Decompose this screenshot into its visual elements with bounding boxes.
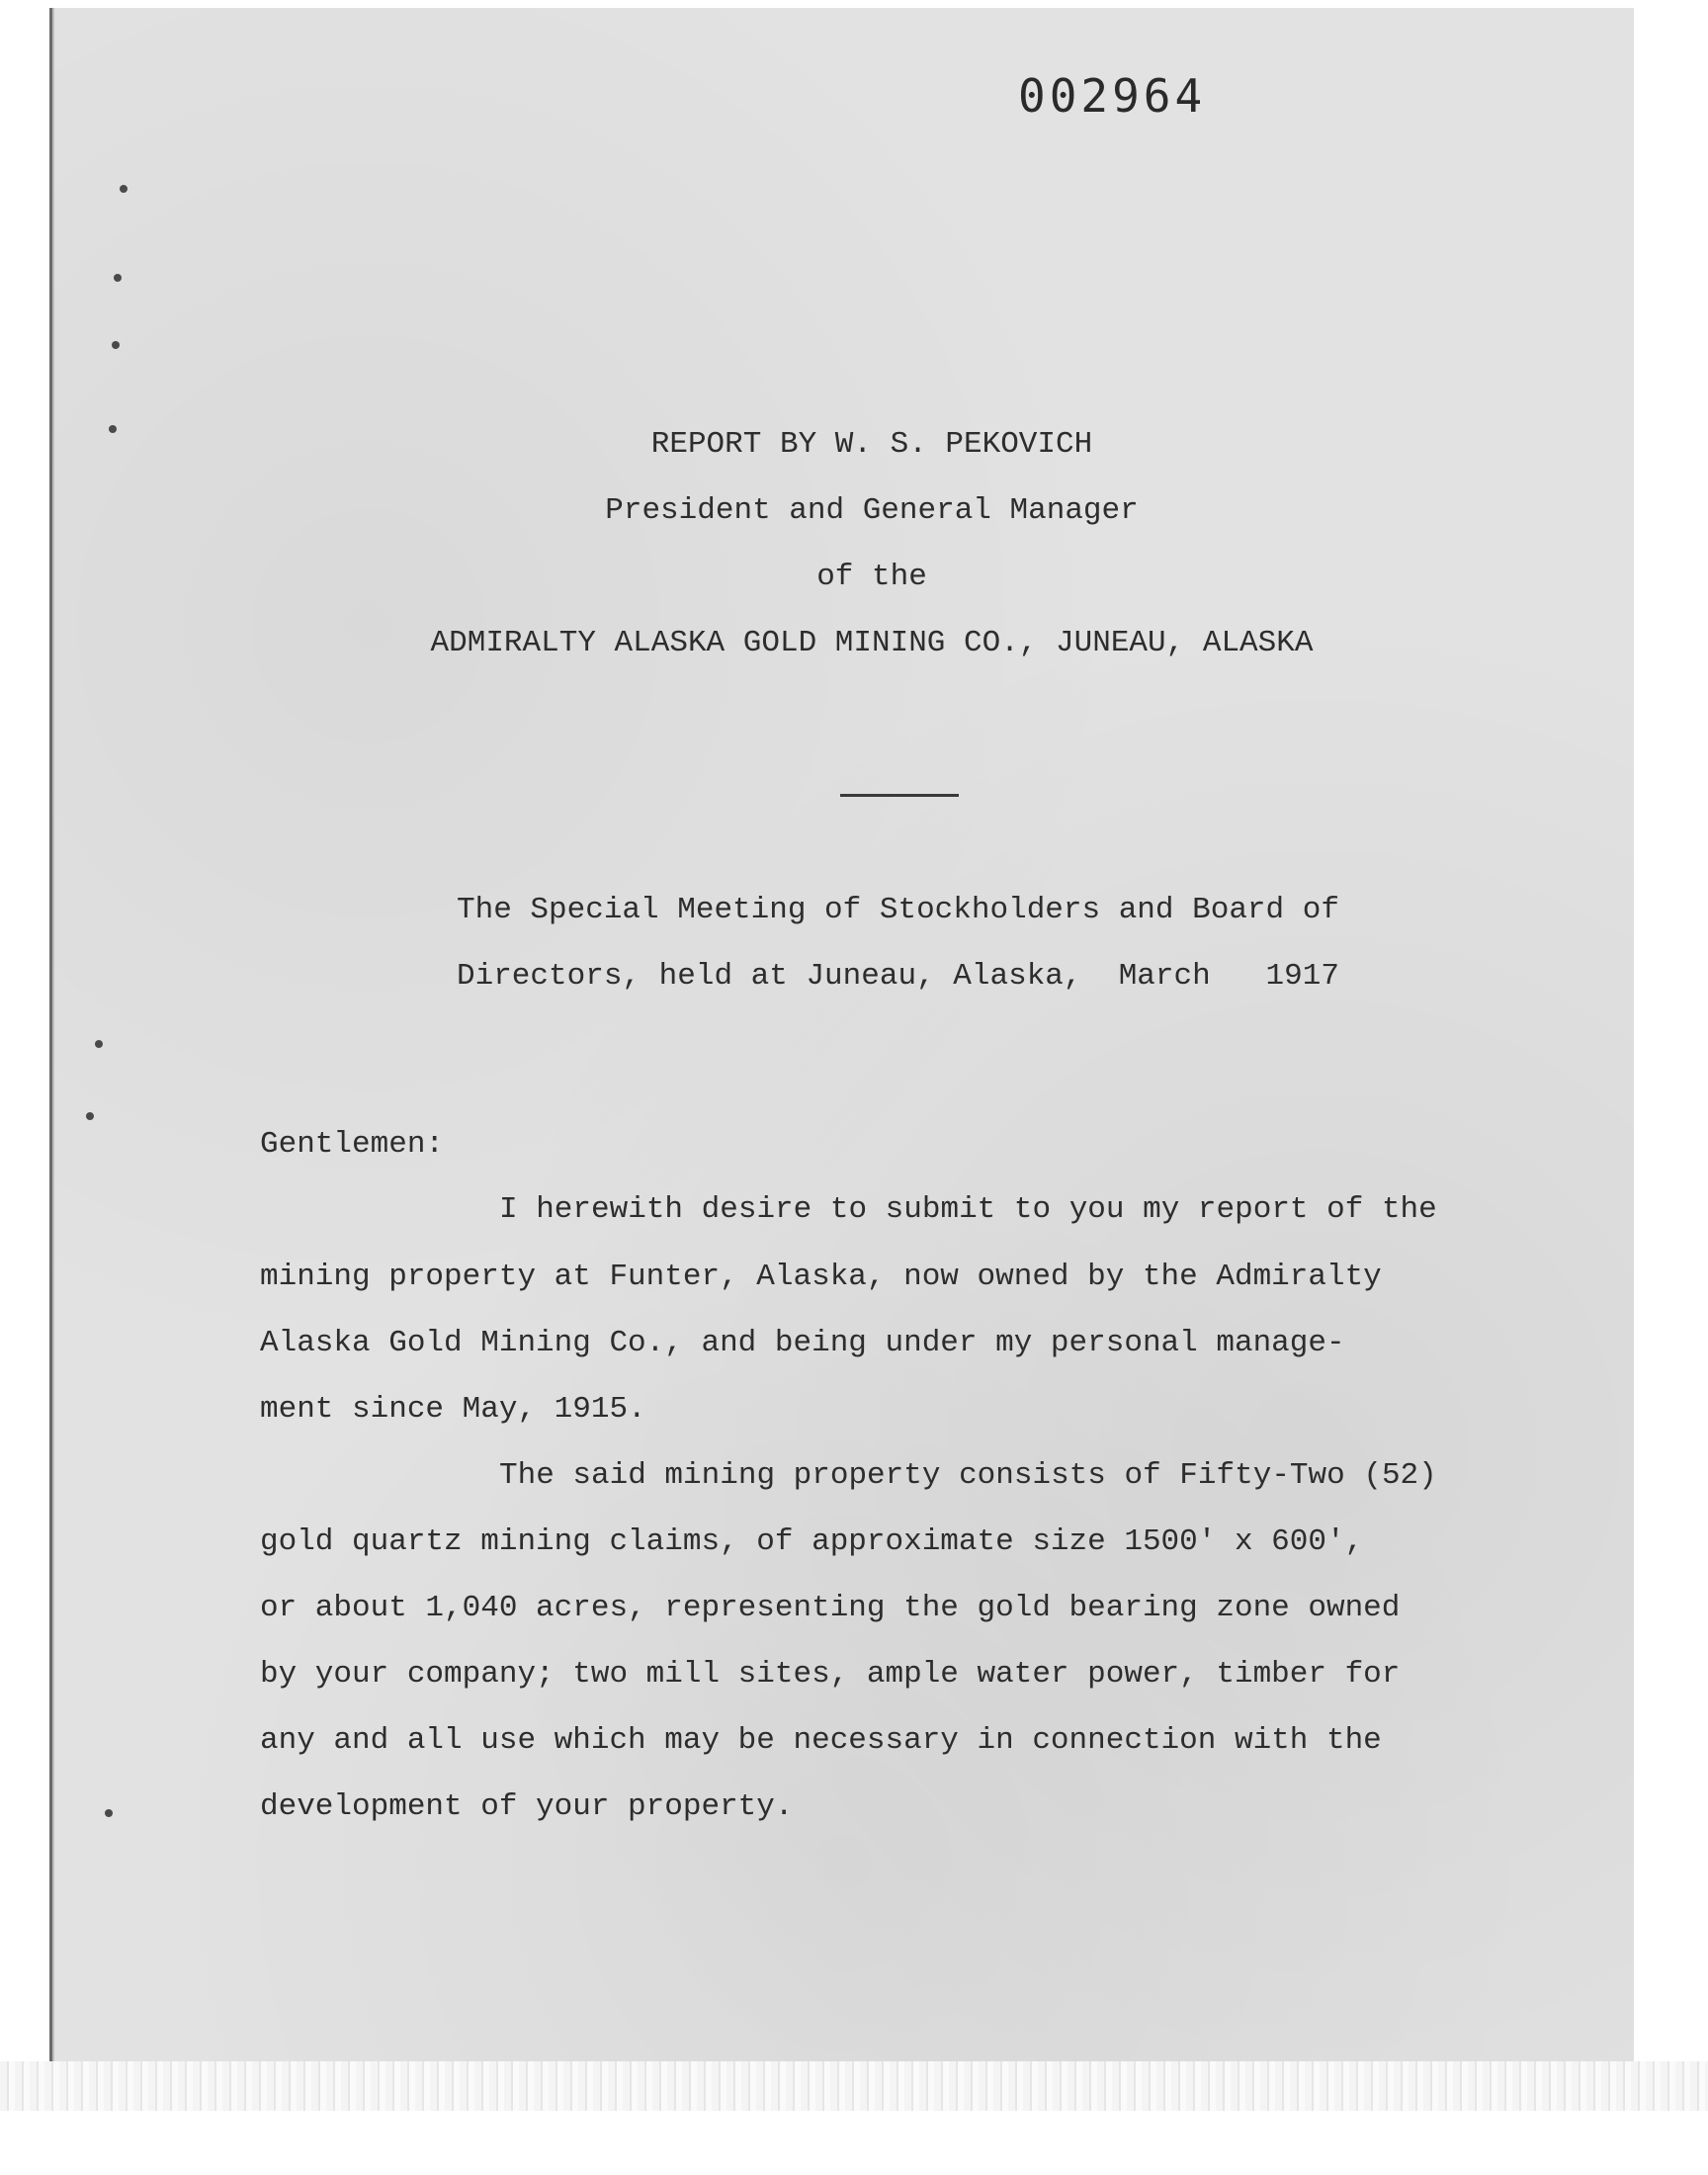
paragraph-2-line: The said mining property consists of Fifty-Two (52) (499, 1458, 1437, 1493)
meeting-line-2: Directors, held at Juneau, Alaska, March 1917 (457, 959, 1339, 994)
paragraph-2-line: development of your property. (260, 1789, 794, 1824)
report-heading-connector: of the (816, 560, 927, 594)
paragraph-1-line: Alaska Gold Mining Co., and being under my personal manage- (260, 1326, 1345, 1360)
meeting-line-1: The Special Meeting of Stockholders and Board of (457, 893, 1339, 927)
paragraph-1-line: mining property at Funter, Alaska, now owned by the Admiralty (260, 1260, 1382, 1294)
punch-hole-mark (105, 1809, 113, 1817)
paragraph-1-line: ment since May, 1915. (260, 1392, 646, 1427)
report-author-title: President and General Manager (605, 493, 1139, 528)
report-title: REPORT BY W. S. PEKOVICH (650, 427, 1093, 462)
document-number: 002964 (1018, 69, 1207, 123)
punch-hole-mark (114, 274, 122, 282)
paragraph-2-line: any and all use which may be necessary in connection with the (260, 1723, 1382, 1758)
heading-divider (840, 794, 959, 797)
punch-hole-mark (112, 341, 120, 349)
document-page (49, 8, 1634, 2071)
company-name: ADMIRALTY ALASKA GOLD MINING CO., JUNEAU, ALASKA (430, 626, 1314, 660)
paragraph-2-line: gold quartz mining claims, of approximate size 1500' x 600', (260, 1524, 1364, 1559)
paragraph-1-line: I herewith desire to submit to you my report of the (499, 1192, 1437, 1227)
scan-edge-stripes (0, 2061, 1708, 2111)
paragraph-2-line: or about 1,040 acres, representing the gold bearing zone owned (260, 1591, 1401, 1625)
paragraph-2-line: by your company; two mill sites, ample water power, timber for (260, 1657, 1401, 1692)
punch-hole-mark (86, 1112, 94, 1120)
punch-hole-mark (120, 185, 128, 193)
punch-hole-mark (95, 1040, 103, 1048)
salutation: Gentlemen: (260, 1127, 445, 1162)
